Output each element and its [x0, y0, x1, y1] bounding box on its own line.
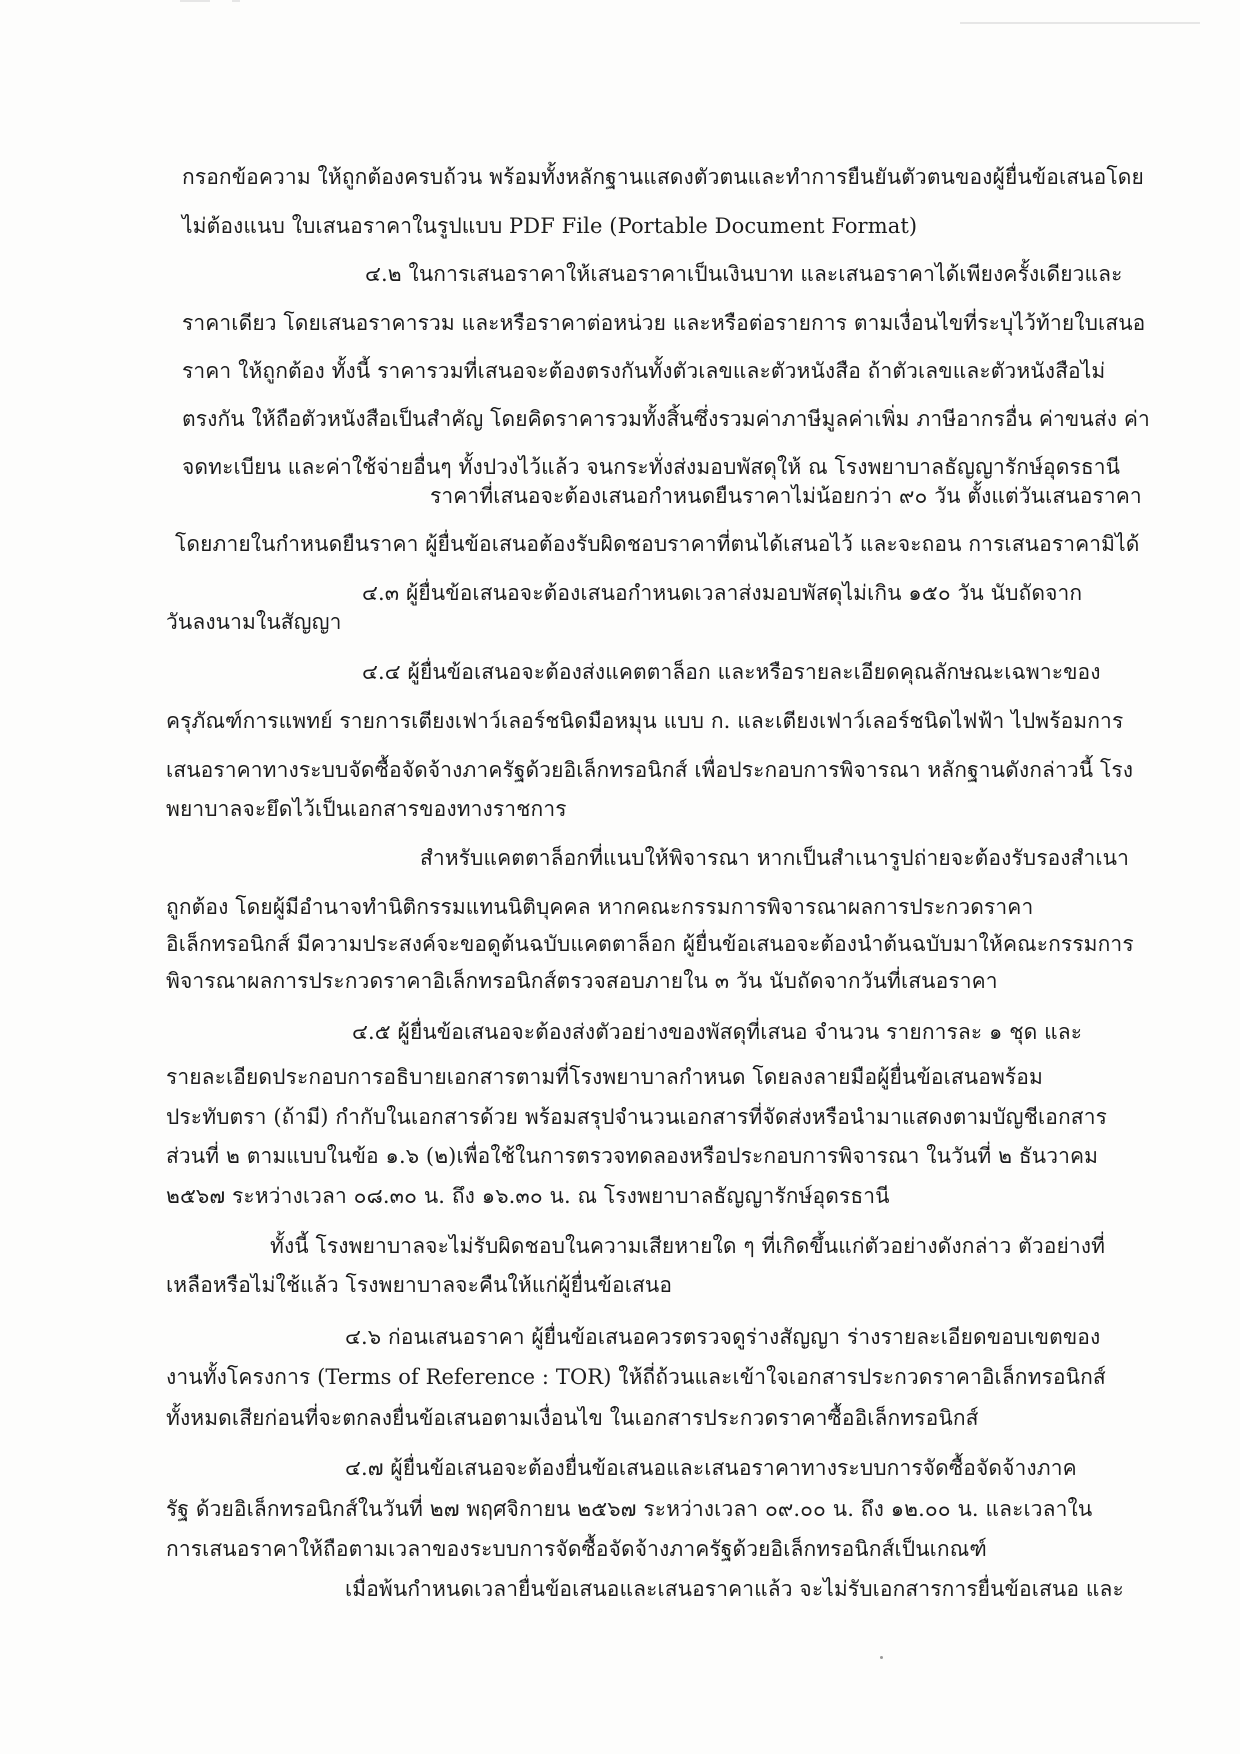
body-line: ไม่ต้องแนบ ใบเสนอราคาในรูปแบบ PDF File (Portable Document Format): [182, 214, 918, 238]
body-line: ตรงกัน ให้ถือตัวหนังสือเป็นสำคัญ โดยคิดราคารวมทั้งสิ้นซึ่งรวมค่าภาษีมูลค่าเพิ่ม ภาษีอากรอื่น ค่าขนส่ง ค่า: [182, 407, 1150, 431]
body-line: ราคาที่เสนอจะต้องเสนอกำหนดยืนราคาไม่น้อยกว่า ๙๐ วัน ตั้งแต่วันเสนอราคา: [430, 484, 1142, 508]
section-4-2-line: ๔.๒ ในการเสนอราคาให้เสนอราคาเป็นเงินบาท และเสนอราคาได้เพียงครั้งเดียวและ: [365, 262, 1123, 286]
body-line: ครุภัณฑ์การแพทย์ รายการเตียงเฟาว์เลอร์ชนิดมือหมุน แบบ ก. และเตียงเฟาว์เลอร์ชนิดไฟฟ้า ไปพร้อมการ: [166, 709, 1124, 733]
body-line: พิจารณาผลการประกวดราคาอิเล็กทรอนิกส์ตรวจสอบภายใน ๓ วัน นับถัดจากวันที่เสนอราคา: [166, 969, 998, 993]
body-line: เหลือหรือไม่ใช้แล้ว โรงพยาบาลจะคืนให้แก่ผู้ยื่นข้อเสนอ: [166, 1273, 673, 1297]
body-line: โดยภายในกำหนดยืนราคา ผู้ยื่นข้อเสนอต้องรับผิดชอบราคาที่ตนได้เสนอไว้ และจะถอน การเสนอราคามิได้: [175, 532, 1140, 556]
body-line: ทั้งหมดเสียก่อนที่จะตกลงยื่นข้อเสนอตามเงื่อนไข ในเอกสารประกวดราคาซื้ออิเล็กทรอนิกส์: [166, 1406, 979, 1430]
body-line: ส่วนที่ ๒ ตามแบบในข้อ ๑.๖ (๒)เพื่อใช้ในการตรวจทดลองหรือประกอบการพิจารณา ในวันที่ ๒ ธันวาคม: [166, 1144, 1099, 1168]
scan-artifact: [960, 22, 1200, 28]
body-line: สำหรับแคตตาล็อกที่แนบให้พิจารณา หากเป็นสำเนารูปถ่ายจะต้องรับรองสำเนา: [420, 846, 1129, 870]
body-line: เสนอราคาทางระบบจัดซื้อจัดจ้างภาครัฐด้วยอิเล็กทรอนิกส์ เพื่อประกอบการพิจารณา หลักฐานดังกล่าวนี้ โรง: [166, 758, 1134, 782]
section-4-5-line: ๔.๕ ผู้ยื่นข้อเสนอจะต้องส่งตัวอย่างของพัสดุที่เสนอ จำนวน รายการละ ๑ ชุด และ: [352, 1020, 1083, 1044]
body-line: ถูกต้อง โดยผู้มีอำนาจทำนิติกรรมแทนนิติบุคคล หากคณะกรรมการพิจารณาผลการประกวดราคา: [166, 895, 1034, 919]
body-line: ๒๕๖๗ ระหว่างเวลา ๐๘.๓๐ น. ถึง ๑๖.๓๐ น. ณ โรงพยาบาลธัญญารักษ์อุดรธานี: [166, 1184, 890, 1208]
body-line: ราคาเดียว โดยเสนอราคารวม และหรือราคาต่อหน่วย และหรือต่อรายการ ตามเงื่อนไขที่ระบุไว้ท้ายใบเสนอ: [182, 311, 1146, 335]
scan-speck: [880, 1656, 883, 1659]
body-line: รายละเอียดประกอบการอธิบายเอกสารตามที่โรงพยาบาลกำหนด โดยลงลายมือผู้ยื่นข้อเสนอพร้อม: [166, 1065, 1043, 1089]
section-4-6-line: ๔.๖ ก่อนเสนอราคา ผู้ยื่นข้อเสนอควรตรวจดูร่างสัญญา ร่างรายละเอียดขอบเขตของ: [345, 1325, 1101, 1349]
body-line: อิเล็กทรอนิกส์ มีความประสงค์จะขอดูต้นฉบับแคตตาล็อก ผู้ยื่นข้อเสนอจะต้องนำต้นฉบับมาให้คณะกรรมการ: [166, 932, 1134, 956]
section-4-3-line: ๔.๓ ผู้ยื่นข้อเสนอจะต้องเสนอกำหนดเวลาส่งมอบพัสดุไม่เกิน ๑๕๐ วัน นับถัดจาก: [362, 581, 1083, 605]
section-4-7-line: ๔.๗ ผู้ยื่นข้อเสนอจะต้องยื่นข้อเสนอและเสนอราคาทางระบบการจัดซื้อจัดจ้างภาค: [345, 1456, 1077, 1480]
body-line: รัฐ ด้วยอิเล็กทรอนิกส์ในวันที่ ๒๗ พฤศจิกายน ๒๕๖๗ ระหว่างเวลา ๐๙.๐๐ น. ถึง ๑๒.๐๐ น. และเวลาใน: [166, 1497, 1093, 1521]
body-line: ประทับตรา (ถ้ามี) กำกับในเอกสารด้วย พร้อมสรุปจำนวนเอกสารที่จัดส่งหรือนำมาแสดงตามบัญชีเอกสาร: [166, 1105, 1107, 1129]
body-line: จดทะเบียน และค่าใช้จ่ายอื่นๆ ทั้งปวงไว้แล้ว จนกระทั่งส่งมอบพัสดุให้ ณ โรงพยาบาลธัญญารักษ์อุดรธานี: [182, 455, 1121, 479]
body-line: ทั้งนี้ โรงพยาบาลจะไม่รับผิดชอบในความเสียหายใด ๆ ที่เกิดขึ้นแก่ตัวอย่างดังกล่าว ตัวอย่างที่: [270, 1234, 1106, 1258]
body-line: กรอกข้อความ ให้ถูกต้องครบถ้วน พร้อมทั้งหลักฐานแสดงตัวตนและทำการยืนยันตัวตนของผู้ยื่นข้อเสนอโดย: [182, 165, 1144, 189]
body-line: พยาบาลจะยึดไว้เป็นเอกสารของทางราชการ: [166, 797, 567, 821]
body-line: การเสนอราคาให้ถือตามเวลาของระบบการจัดซื้อจัดจ้างภาครัฐด้วยอิเล็กทรอนิกส์เป็นเกณฑ์: [166, 1537, 987, 1561]
section-4-4-line: ๔.๔ ผู้ยื่นข้อเสนอจะต้องส่งแคตตาล็อก และหรือรายละเอียดคุณลักษณะเฉพาะของ: [362, 660, 1101, 684]
scan-artifact: [232, 0, 240, 20]
body-line: วันลงนามในสัญญา: [166, 610, 342, 634]
body-line: เมื่อพ้นกำหนดเวลายื่นข้อเสนอและเสนอราคาแล้ว จะไม่รับเอกสารการยื่นข้อเสนอ และ: [345, 1577, 1124, 1601]
body-line: ราคา ให้ถูกต้อง ทั้งนี้ ราคารวมที่เสนอจะต้องตรงกันทั้งตัวเลขและตัวหนังสือ ถ้าตัวเลขและตัวหนังสือไม่: [182, 359, 1106, 383]
scan-artifact: [180, 0, 210, 20]
body-line: งานทั้งโครงการ (Terms of Reference : TOR) ให้ถี่ถ้วนและเข้าใจเอกสารประกวดราคาอิเล็กทรอนิกส์: [166, 1365, 1106, 1389]
